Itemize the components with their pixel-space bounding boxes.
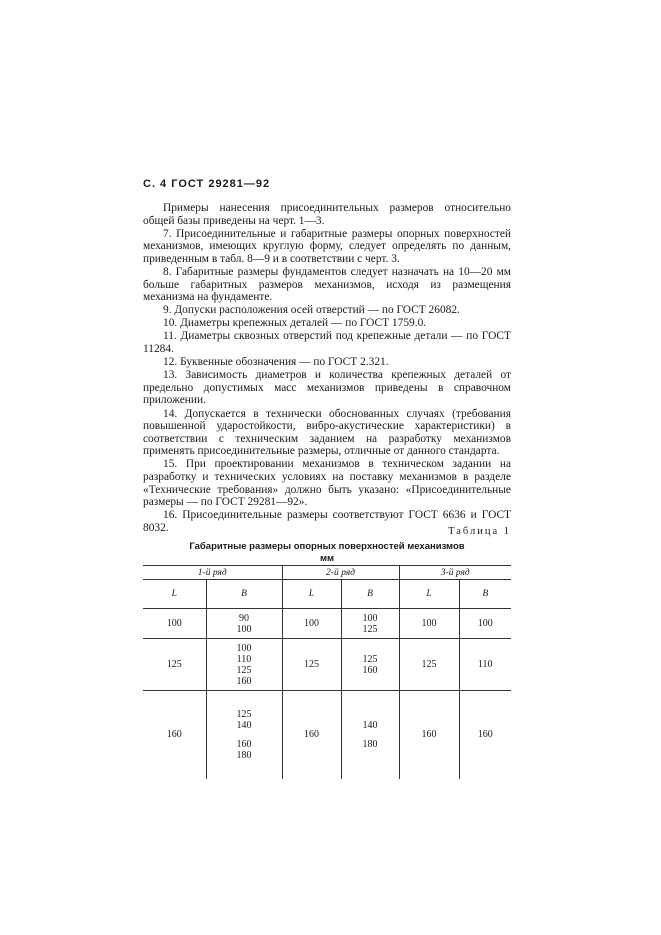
table-row (143, 609, 511, 639)
cell-L2: 160 (282, 691, 341, 779)
cell-value: 140 (362, 719, 378, 731)
paragraph-12: 12. Буквенные обозначения — по ГОСТ 2.321. (163, 356, 389, 369)
cell-B3: 160 (459, 691, 511, 779)
cell-B1 (206, 639, 282, 691)
cell-value: 140 (236, 719, 252, 731)
cell-value: 160 (362, 664, 378, 676)
table-row (143, 639, 511, 691)
cell-B2 (341, 639, 399, 691)
cell-L3: 125 (399, 639, 459, 691)
group-header-row-2: 2-й ряд (282, 566, 399, 580)
subheader-L-2: L (282, 580, 341, 609)
cell-B3: 100 (459, 609, 511, 639)
cell-value: 100 (236, 642, 252, 654)
cell-L3: 160 (399, 691, 459, 779)
cell-L2: 100 (282, 609, 341, 639)
cell-value: 125 (362, 623, 378, 635)
cell-value: 160 (236, 738, 252, 750)
table-units: мм (319, 553, 335, 564)
cell-B2 (341, 691, 399, 779)
cell-value: 160 (236, 675, 252, 687)
paragraph-8: 8. Габаритные размеры фундаментов следует назначать на 10—20 мм больше габаритных размеров механизмов, исходя из размещения механизма на фундаменте. (143, 265, 511, 304)
cell-value: 110 (236, 653, 252, 665)
subheader-L-3: L (399, 580, 459, 609)
subheader-B-1: B (206, 580, 282, 609)
group-header-row-3: 3-й ряд (399, 566, 511, 580)
cell-L1: 125 (143, 639, 206, 691)
paragraph-7: 7. Присоединительные и габаритные размеры опорных поверхностей механизмов, имеющих круглую форму, следует определять по данным, приведенным в табл. 8—9 и в соответствии с черт. 3. (143, 227, 511, 265)
subheader-B-2: B (341, 580, 399, 609)
paragraph-10: 10. Диаметры крепежных деталей — по ГОСТ 1759.0. (163, 317, 427, 330)
paragraph-13: 13. Зависимость диаметров и количества крепежных деталей от предельно допустимых масс механизмов приведены в справочном приложении. (143, 369, 511, 407)
cell-value: 100 (236, 623, 252, 635)
cell-B2 (341, 609, 399, 639)
cell-value: 180 (236, 749, 252, 761)
cell-B1 (206, 691, 282, 779)
cell-value: 125 (362, 653, 378, 665)
group-header-row-1: 1-й ряд (143, 566, 282, 580)
table-subheader-row (143, 580, 511, 609)
paragraph-9: 9. Допуски расположения осей отверстий — по ГОСТ 26082. (163, 304, 460, 317)
cell-L1: 100 (166, 618, 182, 629)
cell-B3: 110 (459, 639, 511, 691)
table-group-header-row (143, 566, 511, 580)
cell-L1: 160 (143, 691, 206, 779)
page-header: С. 4 ГОСТ 29281—92 (143, 178, 271, 190)
cell-value: 90 (239, 612, 249, 624)
cell-value: 100 (362, 612, 378, 624)
subheader-B-3: B (459, 580, 511, 609)
cell-L3: 100 (399, 609, 459, 639)
cell-L2: 125 (282, 639, 341, 691)
table-title: Габаритные размеры опорных поверхностей механизмов (189, 541, 465, 552)
paragraph-14: 14. Допускается в технически обоснованных случаях (требования повышенной ударостойкости, вибро-акустические характеристики) в соответствии с техническим заданием на разработку механизмов применять присоединительные размеры, отличные от данного стандарта. (143, 407, 511, 458)
cell-value: 125 (236, 708, 252, 720)
cell-value: 125 (236, 664, 252, 676)
paragraph-16: 16. Присоединительные размеры соответствуют ГОСТ 6636 и ГОСТ 8032. (143, 509, 511, 534)
paragraph-15: 15. При проектировании механизмов в техническом задании на разработку и технических условиях на поставку механизмов в разделе «Технические требования» должно быть указано: «Присоединительные размеры — по ГОСТ 29281—92». (143, 458, 511, 509)
paragraph-examples: Примеры нанесения присоединительных размеров относительно общей базы приведены на черт. 1—3. (143, 202, 511, 227)
table-number: Таблица 1 (448, 526, 511, 537)
paragraph-11: 11. Диаметры сквозных отверстий под крепежные детали — по ГОСТ 11284. (143, 330, 511, 356)
cell-value: 180 (362, 738, 378, 750)
cell-B1 (206, 609, 282, 639)
table-row (143, 691, 511, 779)
subheader-L-1: L (143, 580, 206, 609)
dimensions-table (143, 565, 511, 779)
body-text (143, 202, 511, 535)
